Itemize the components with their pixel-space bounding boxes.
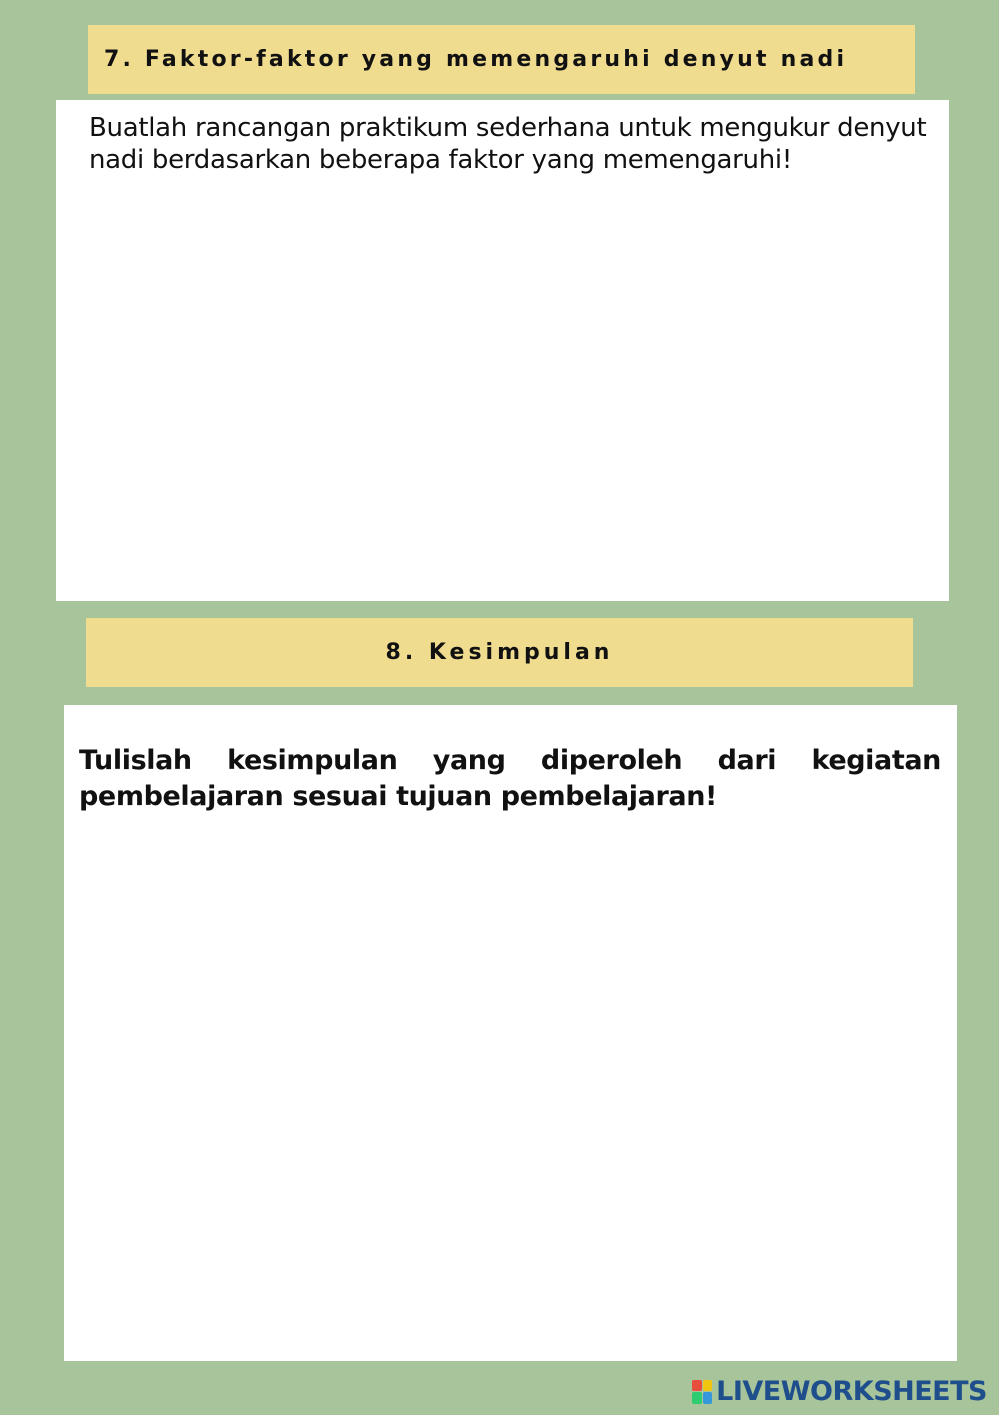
logo-text: LIVEWORKSHEETS xyxy=(716,1376,987,1407)
section-7-header xyxy=(88,25,915,94)
section-7-answer-area[interactable] xyxy=(56,100,949,601)
section-8-header xyxy=(86,618,913,687)
liveworksheets-logo-icon xyxy=(692,1380,712,1404)
section-7-prompt: Buatlah rancangan praktikum sederhana untuk mengukur denyut nadi berdasarkan beberapa faktor yang memengaruhi! xyxy=(89,113,927,175)
liveworksheets-logo xyxy=(692,1376,987,1407)
section-7-title: 7. Faktor-faktor yang memengaruhi denyut nadi xyxy=(104,47,848,72)
section-8-prompt: Tulislah kesimpulan yang diperoleh dari kegiatan pembelajaran sesuai tujuan pembelajaran! xyxy=(79,745,941,812)
section-8-title: 8. Kesimpulan xyxy=(385,640,614,665)
section-8-answer-area[interactable] xyxy=(64,705,957,1361)
